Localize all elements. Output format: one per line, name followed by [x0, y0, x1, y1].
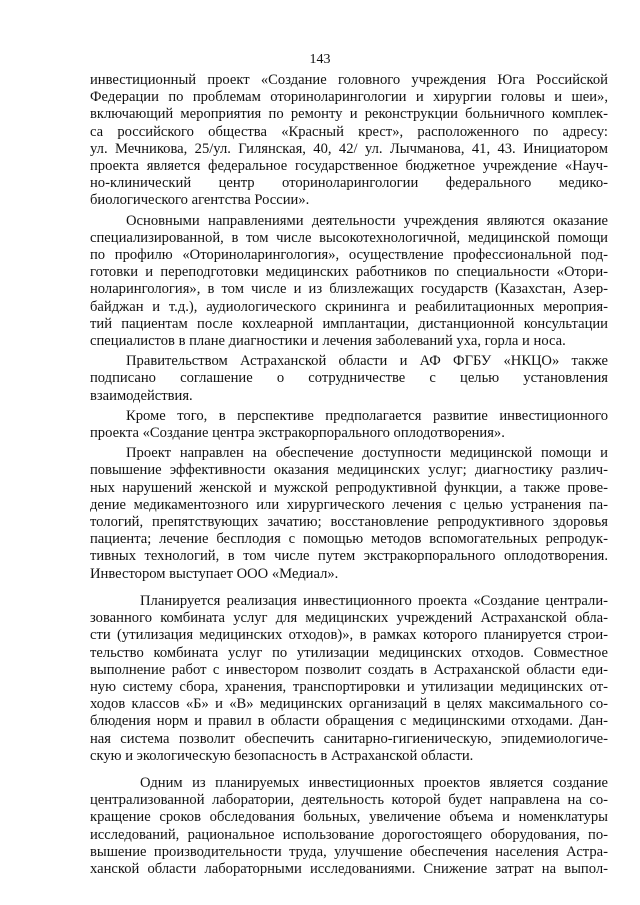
- text-line: готовки и переподготовки медицинских работников по специальности «Отори-: [90, 264, 608, 281]
- text-line: по профилю «Оториноларингология», осуществление профессиональной под-: [90, 247, 608, 264]
- text-line: повышение эффективности оказания медицинских услуг; диагностику различ-: [90, 462, 608, 479]
- paragraph-ivf-center: [90, 408, 608, 442]
- text-line: тологий, препятствующих зачатию; восстановление репродуктивного здоровья: [90, 514, 608, 531]
- text-line: зованного комбината услуг для медицинских учреждений Астраханской обла-: [90, 610, 608, 627]
- text-line: Планируется реализация инвестиционного проекта «Создание централи-: [140, 592, 608, 609]
- text-line: выполнение работ с инвестором позволит создать в Астраханской области еди-: [90, 661, 608, 678]
- text-line: ных нарушений женской и мужской репродуктивной функции, а также прове-: [90, 479, 608, 496]
- document-body: [90, 72, 608, 878]
- text-line: включающий мероприятия по ремонту и реконструкции больничного комплек-: [90, 106, 608, 123]
- text-line: проекта является федеральное государственное бюджетное учреждение «Науч-: [90, 158, 608, 175]
- text-line: ная система позволит обеспечить санитарно-гигиеническую, эпидемиологиче-: [90, 730, 608, 747]
- paragraph-main-activities: [90, 213, 608, 351]
- text-line: скую и экологическую безопасность в Астраханской области.: [90, 747, 474, 764]
- text-line: Проект направлен на обеспечение доступности медицинской помощи и: [126, 445, 608, 462]
- text-line: ханской области лабораторными исследованиями. Снижение затрат на выпол-: [90, 860, 608, 877]
- text-line: са российского общества «Красный крест», расположенного по адресу:: [90, 123, 608, 140]
- text-line: блюдения норм и правил в области обращения с медицинскими отходами. Дан-: [90, 713, 608, 730]
- text-line: кращение сроков обследования больных, увеличение объема и номенклатуры: [90, 809, 608, 826]
- paragraph-headquarters-project: [90, 72, 608, 210]
- paragraph-central-laboratory: [90, 775, 608, 878]
- text-line: тивных технологий, в том числе путем экстракорпорального оплодотворения.: [90, 548, 608, 565]
- text-line: инвестиционный проект «Создание головного учреждения Юга Российской: [90, 72, 608, 88]
- text-line: тельство комбината услуг по утилизации медицинских отходов. Совместное: [90, 644, 608, 661]
- text-line: сти (утилизация медицинских отходов)», в рамках которого планируется строи-: [90, 627, 608, 644]
- text-line: ул. Мечникова, 25/ул. Гилянская, 40, 42/ ул. Лычманова, 41, 43. Инициатором: [90, 140, 608, 157]
- text-line: ную систему сбора, хранения, транспортировки и утилизации медицинских от-: [90, 678, 608, 695]
- text-line: Основными направлениями деятельности учреждения являются оказание: [126, 212, 608, 229]
- text-line: взаимодействия.: [90, 387, 193, 404]
- text-line: Кроме того, в перспективе предполагается развитие инвестиционного: [126, 407, 608, 424]
- paragraph-agreement: [90, 353, 608, 405]
- text-line: специализированной, в том числе высокотехнологичной, медицинской помощи: [90, 229, 608, 246]
- paragraph-ivf-project-goals: [90, 445, 608, 583]
- text-line: Федерации по проблемам оториноларингологии и хирургии головы и шеи»,: [90, 89, 608, 106]
- text-line: вышение производительности труда, улучшение обеспечения населения Астра-: [90, 843, 608, 860]
- text-line: проекта «Создание центра экстракорпорального оплодотворения».: [90, 425, 505, 442]
- paragraph-medical-waste: [90, 593, 608, 765]
- text-line: тий пациентам после кохлеарной имплантации, дистанционной консультации: [90, 315, 608, 332]
- text-line: подписано соглашение о сотрудничестве с целью установления: [90, 370, 608, 387]
- text-line: Одним из планируемых инвестиционных проектов является создание: [140, 774, 608, 791]
- text-line: Инвестором выступает ООО «Медиал».: [90, 565, 339, 582]
- text-line: ноларингология», в том числе и из близлежащих государств (Казахстан, Азер-: [90, 281, 608, 298]
- text-line: централизованной лаборатории, деятельность которой будет направлена на со-: [90, 792, 608, 809]
- text-line: байджан и т.д.), аудиологического скрининга и реабилитационных мероприя-: [90, 298, 608, 315]
- text-line: специалистов в плане диагностики и лечения заболеваний уха, горла и носа.: [90, 333, 566, 350]
- page-number: 143: [309, 52, 331, 67]
- text-line: но-клинический центр оториноларингологии федерального медико-: [90, 175, 608, 192]
- text-line: дение медикаментозного или хирургического лечения с целью устранения па-: [90, 496, 608, 513]
- text-line: пациента; лечение бесплодия с помощью методов вспомогательных репродук-: [90, 531, 608, 548]
- text-line: биологического агентства России».: [90, 192, 310, 209]
- text-line: исследований, рациональное использование дорогостоящего оборудования, по-: [90, 826, 608, 843]
- text-line: Правительством Астраханской области и АФ ФГБУ «НКЦО» также: [126, 353, 608, 370]
- text-line: ходов классов «Б» и «В» медицинских организаций в целях максимального со-: [90, 696, 608, 713]
